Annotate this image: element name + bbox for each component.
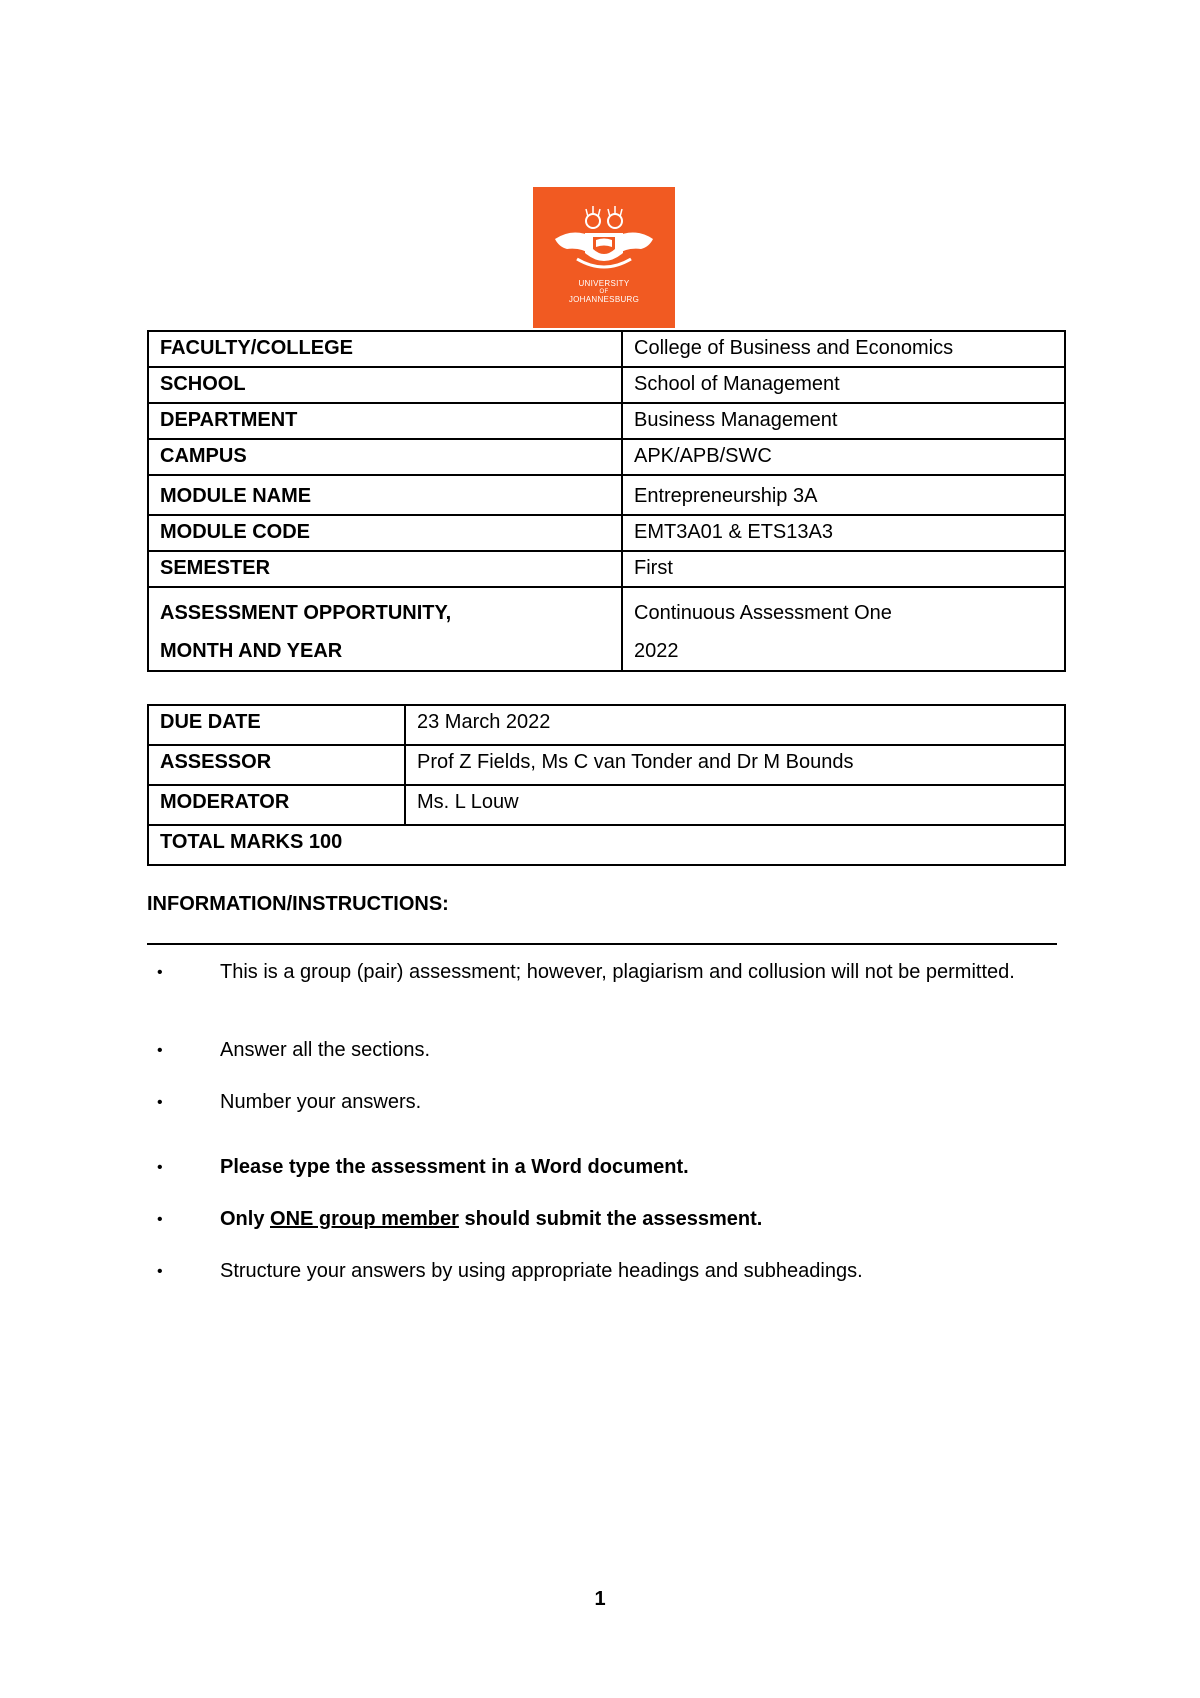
submit-post: should submit the assessment. [458, 1208, 763, 1230]
module-name-label: MODULE NAME [148, 475, 622, 515]
module-code-value: EMT3A01 & ETS13A3 [622, 515, 1065, 551]
submit-emphasis: ONE group member [270, 1208, 459, 1230]
assessor-label: ASSESSOR [148, 745, 405, 785]
instruction-text: This is a group (pair) assessment; however, plagiarism and collusion will not be permitted. [220, 961, 1015, 983]
school-label: SCHOOL [148, 367, 622, 403]
table-row [148, 745, 1065, 785]
instructions-heading: INFORMATION/INSTRUCTIONS: [147, 893, 449, 915]
due-date-label: DUE DATE [148, 705, 405, 745]
assessment-details-table [147, 704, 1066, 866]
moderator-label: MODERATOR [148, 785, 405, 825]
school-value: School of Management [622, 367, 1065, 403]
assessment-label-line1: ASSESSMENT OPPORTUNITY, [160, 602, 452, 624]
table-row [148, 551, 1065, 587]
department-label: DEPARTMENT [148, 403, 622, 439]
table-row [148, 785, 1065, 825]
faculty-label: FACULTY/COLLEGE [148, 331, 622, 367]
assessment-value-line2: 2022 [634, 640, 679, 662]
table-row [148, 331, 1065, 367]
instruction-text [220, 1207, 1020, 1232]
semester-value: First [622, 551, 1065, 587]
table-row [148, 587, 1065, 671]
module-code-label: MODULE CODE [148, 515, 622, 551]
logo-text-johannesburg: JOHANNESBURG [568, 295, 640, 304]
moderator-value: Ms. L Louw [405, 785, 1065, 825]
due-date-value: 23 March 2022 [405, 705, 1065, 745]
assessment-label-line2: MONTH AND YEAR [160, 640, 343, 662]
total-marks: TOTAL MARKS 100 [148, 825, 1065, 865]
campus-value: APK/APB/SWC [622, 439, 1065, 475]
bullet-icon: • [157, 1042, 163, 1059]
logo-text-of: OF [599, 289, 609, 295]
assessment-label [148, 587, 622, 671]
heading-divider [147, 943, 1057, 945]
assessor-value: Prof Z Fields, Ms C van Tonder and Dr M Bounds [405, 745, 1065, 785]
table-row [148, 825, 1065, 865]
table-row [148, 439, 1065, 475]
assessment-value-line1: Continuous Assessment One [634, 602, 892, 624]
bullet-icon: • [157, 964, 163, 981]
faculty-value: College of Business and Economics [622, 331, 1065, 367]
submit-pre: Only [220, 1208, 271, 1230]
module-info-table [147, 330, 1066, 672]
campus-label: CAMPUS [148, 439, 622, 475]
table-row [148, 403, 1065, 439]
table-row [148, 705, 1065, 745]
assessment-value [622, 587, 1065, 671]
semester-label: SEMESTER [148, 551, 622, 587]
table-row [148, 515, 1065, 551]
instruction-text: Please type the assessment in a Word document. [220, 1156, 689, 1178]
department-value: Business Management [622, 403, 1065, 439]
university-logo [533, 187, 675, 328]
bullet-icon: • [157, 1263, 163, 1280]
instruction-text: Structure your answers by using appropriate headings and subheadings. [220, 1260, 863, 1282]
logo-text-university: UNIVERSITY [578, 279, 630, 288]
bullet-icon: • [157, 1094, 163, 1111]
bullet-icon: • [157, 1211, 163, 1228]
instruction-text: Answer all the sections. [220, 1039, 431, 1061]
table-row [148, 367, 1065, 403]
crest-icon [533, 187, 675, 328]
module-name-value: Entrepreneurship 3A [622, 475, 1065, 515]
table-row [148, 475, 1065, 515]
instruction-text: Number your answers. [220, 1091, 422, 1113]
bullet-icon: • [157, 1159, 163, 1176]
page-number: 1 [594, 1588, 606, 1610]
